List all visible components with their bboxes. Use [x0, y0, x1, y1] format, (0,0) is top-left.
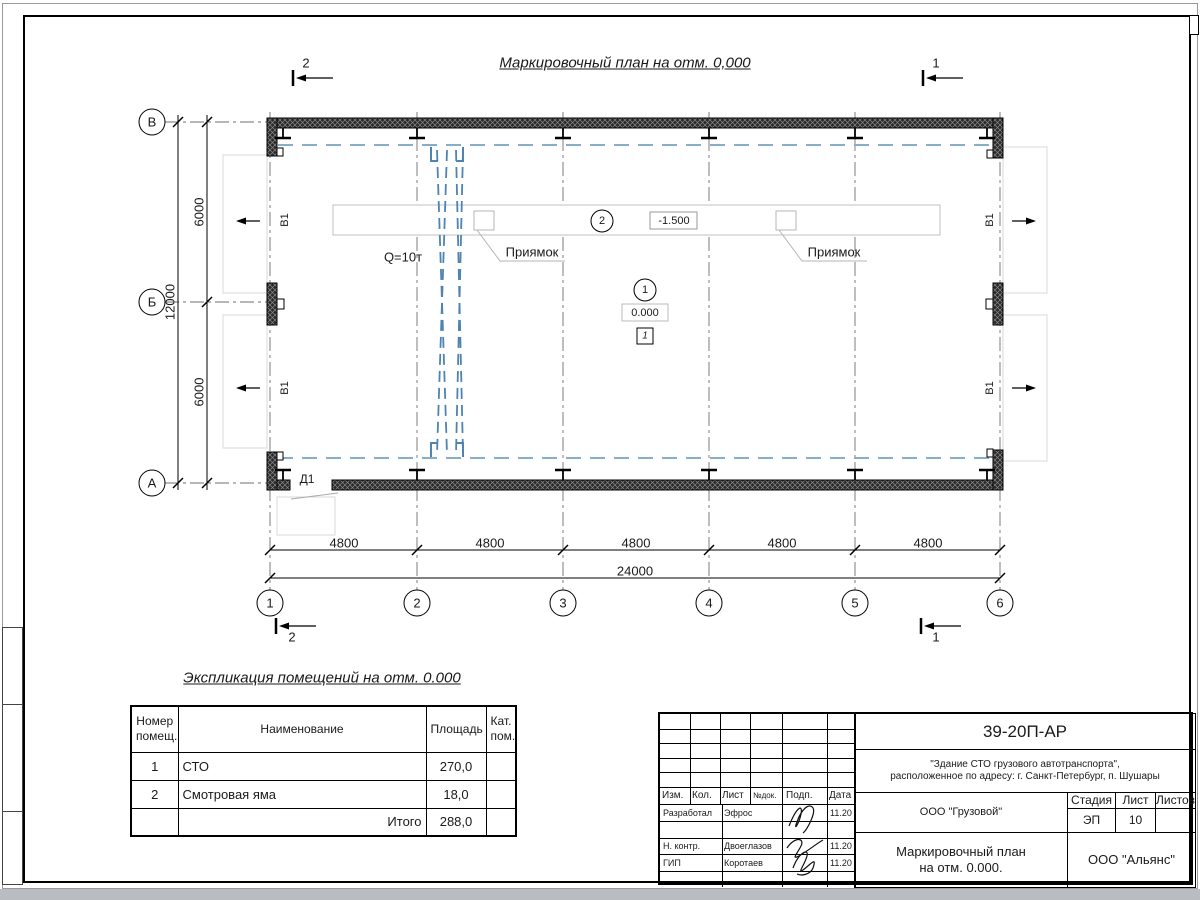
room-name-cell: Смотровая яма	[178, 780, 426, 808]
room-area-cell: 18,0	[426, 780, 486, 808]
dimension-value: 6000	[191, 377, 207, 407]
door-mark: Д1	[299, 472, 315, 486]
section-marks	[276, 70, 963, 634]
sheets-header: Листов	[1156, 793, 1195, 807]
drawing-title	[854, 832, 1068, 888]
axis-col-label: 1	[266, 595, 274, 611]
dimension-value: 6000	[191, 197, 207, 227]
room-name-cell: СТО	[178, 752, 426, 780]
drawing-title-line: Маркировочный план	[896, 843, 1026, 859]
tb-line	[827, 714, 828, 887]
empty-cell	[486, 808, 516, 836]
divider	[3, 811, 22, 812]
document-number: 39-20П-АР	[854, 713, 1196, 750]
dimension-value: 4800	[767, 535, 797, 551]
axis-row-label: В	[147, 114, 157, 130]
dimension-value: 4800	[621, 535, 651, 551]
tb-line	[750, 714, 751, 804]
grid-axes	[140, 112, 1000, 590]
explication-table	[130, 705, 517, 837]
gate-mark: В1	[279, 381, 291, 395]
tb-name: Коротаев	[724, 857, 763, 868]
axis-col-label: 6	[996, 595, 1004, 611]
tb-date: 11.20	[830, 807, 852, 818]
section-cut-label: 2	[288, 629, 296, 645]
tb-line	[722, 804, 723, 887]
tb-line	[690, 714, 691, 804]
signature-scribble	[783, 834, 827, 878]
dimension-lines	[178, 115, 1000, 578]
sheet-header: Лист	[1115, 792, 1156, 809]
customer-org: ООО "Грузовой"	[854, 792, 1068, 833]
gate-mark: В1	[984, 381, 996, 395]
stage-header: Стадия	[1067, 792, 1116, 809]
tb-date: 11.20	[830, 857, 852, 868]
tb-role: Разработал	[663, 807, 712, 818]
level-mark-floor: 0.000	[631, 307, 659, 319]
dimension-value: 4800	[475, 535, 505, 551]
section-cut-label: 1	[932, 55, 940, 71]
tb-col-header: Кол.	[692, 790, 712, 801]
signature-scribble	[783, 800, 827, 836]
tb-col-header: Дата	[829, 790, 852, 801]
crane-zone-boundary	[278, 145, 993, 458]
pit-label: Приямок	[505, 244, 559, 260]
axis-col-label: 2	[413, 595, 421, 611]
room-area-cell: 270,0	[426, 752, 486, 780]
dimension-total: 12000	[162, 283, 178, 321]
dimension-ticks	[173, 117, 1005, 583]
dimension-value: 4800	[329, 535, 359, 551]
tb-name: Двоеглазов	[724, 841, 772, 851]
plan-title: Маркировочный план на отм. 0,000	[499, 54, 751, 72]
tb-name: Эфрос	[724, 807, 753, 818]
drawing-title-line: на отм. 0.000.	[919, 860, 1003, 875]
room-number-marker: 2	[598, 215, 606, 227]
sheets-value	[1155, 808, 1196, 833]
tb-line	[660, 729, 855, 730]
tb-role: ГИП	[663, 857, 681, 868]
tb-col-header: Лист	[722, 790, 744, 801]
floor-type-marker: 1	[642, 330, 648, 342]
design-org: ООО "Альянс"	[1067, 832, 1196, 888]
axis-col-label: 5	[851, 595, 859, 611]
project-name-line: "Здание СТО грузового автотранспорта",	[930, 758, 1120, 770]
tb-col-header: №док.	[753, 791, 777, 800]
total-area-cell: 288,0	[426, 808, 486, 836]
room-cat-cell	[486, 752, 516, 780]
project-name	[854, 749, 1196, 793]
tb-line	[660, 772, 855, 773]
left-margin-stamp-cells	[2, 627, 23, 885]
axis-row-label: Б	[147, 294, 157, 310]
page-bottom-margin	[0, 889, 1200, 900]
crane-capacity-label: Q=10т	[383, 249, 423, 265]
axis-col-label: 4	[705, 595, 713, 611]
dimension-value: 4800	[913, 535, 943, 551]
tb-role: Н. контр.	[663, 841, 701, 851]
dimension-total: 24000	[616, 563, 654, 579]
crane-rails	[437, 150, 463, 454]
explication-title: Экспликация помещений на отм. 0.000	[183, 669, 461, 687]
gate-mark: В1	[279, 213, 291, 227]
tb-date: 11.20	[830, 841, 852, 851]
empty-cell	[131, 808, 178, 836]
title-block	[658, 712, 1193, 885]
col-header: Номер помещ.	[131, 706, 178, 752]
divider	[3, 704, 22, 705]
total-label-cell: Итого	[178, 808, 426, 836]
table-row	[131, 780, 516, 808]
tb-col-header: Изм.	[662, 790, 684, 801]
project-name-line: расположенное по адресу: г. Санкт-Петербург, п. Шушары	[890, 771, 1160, 782]
door-leaf	[291, 493, 338, 499]
stage-value: ЭП	[1067, 808, 1116, 833]
axis-row-label: А	[147, 475, 157, 491]
section-cut-label: 1	[932, 629, 940, 645]
tb-col-header: Подп.	[786, 790, 813, 801]
col-header: Площадь	[426, 706, 486, 752]
room-number-cell: 2	[131, 780, 178, 808]
col-header: Наименование	[178, 706, 426, 752]
axis-col-label: 3	[559, 595, 567, 611]
col-header: Кат. пом.	[486, 706, 516, 752]
tb-line	[720, 714, 721, 804]
room-cat-cell	[486, 780, 516, 808]
table-row	[131, 752, 516, 780]
crane-rail-brackets	[431, 147, 463, 457]
section-cut-label: 2	[302, 55, 310, 71]
pit-label: Приямок	[807, 244, 861, 260]
total-row	[131, 808, 516, 836]
tb-line	[660, 758, 855, 759]
sheet-value: 10	[1115, 808, 1156, 833]
gate-mark: В1	[984, 213, 996, 227]
level-mark-pit: -1.500	[658, 215, 690, 227]
tb-line	[660, 743, 855, 744]
inspection-pit-band	[333, 205, 940, 235]
room-number-marker: 1	[641, 284, 649, 296]
room-number-cell: 1	[131, 752, 178, 780]
